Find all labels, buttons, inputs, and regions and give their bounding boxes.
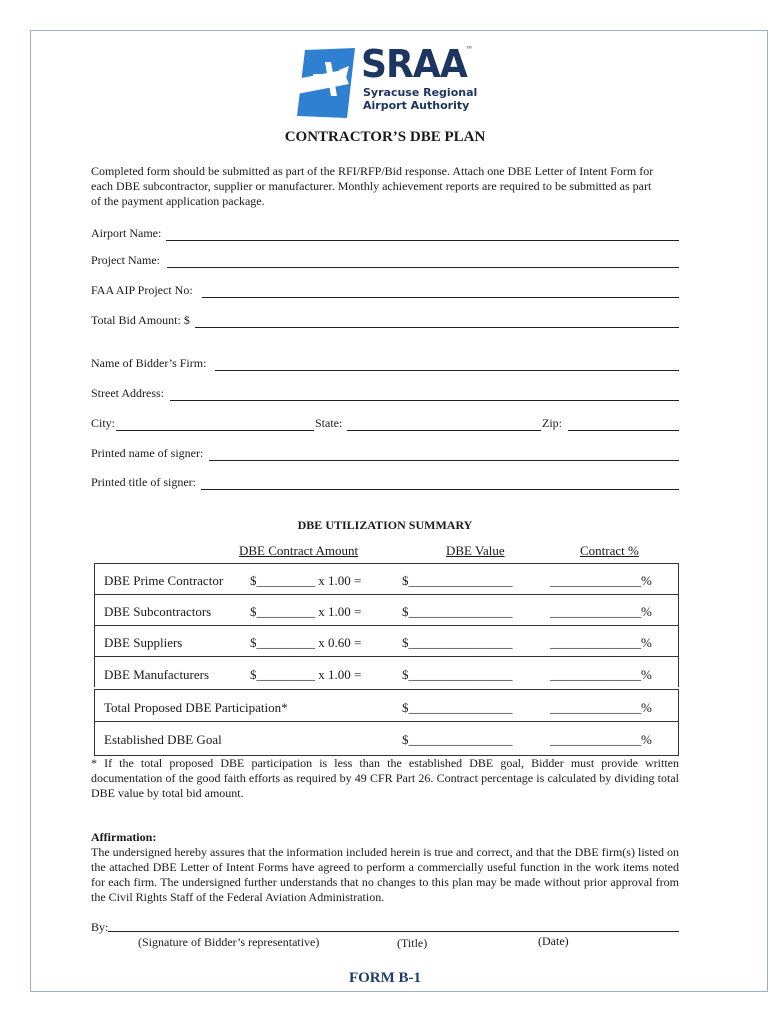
signature-caption: (Signature of Bidder’s representative) (138, 935, 320, 949)
total-bid-amount-label: Total Bid Amount: $ (91, 313, 190, 327)
sraa-logo (291, 44, 481, 120)
faa-project-no-label: FAA AIP Project No: (91, 283, 193, 297)
row-value[interactable]: $________________ (402, 604, 513, 619)
row-label: DBE Prime Contractor (104, 573, 224, 588)
project-name-label: Project Name: (91, 253, 160, 267)
document-title: CONTRACTOR’S DBE PLAN (284, 129, 486, 145)
title-caption: (Title) (397, 936, 428, 950)
trademark: ™ (466, 46, 472, 52)
bidder-firm-label: Name of Bidder’s Firm: (91, 356, 207, 370)
total-bid-amount-field[interactable] (195, 327, 679, 328)
row-percent[interactable]: ______________% (550, 667, 652, 682)
table-row (94, 594, 679, 625)
row-amount[interactable]: $_________ x 1.00 = (250, 667, 362, 682)
printed-title-label: Printed title of signer: (91, 475, 196, 489)
table-row (94, 563, 679, 594)
state-label: State: (315, 416, 343, 430)
table-row (94, 721, 679, 755)
row-value[interactable]: $________________ (402, 573, 513, 588)
header-dbe-value: DBE Value (446, 543, 505, 558)
row-percent[interactable]: ______________% (550, 700, 652, 715)
logo-line-2: Airport Authority (363, 99, 470, 112)
street-address-label: Street Address: (91, 386, 164, 400)
row-amount[interactable]: $_________ x 0.60 = (250, 635, 362, 650)
zip-label: Zip: (542, 416, 562, 430)
project-name-field[interactable] (167, 267, 679, 268)
faa-project-no-field[interactable] (202, 297, 679, 298)
logo-line-1: Syracuse Regional (363, 86, 478, 99)
row-percent[interactable]: ______________% (550, 604, 652, 619)
row-label: DBE Suppliers (104, 635, 183, 650)
header-contract-amount: DBE Contract Amount (239, 543, 359, 558)
zip-field[interactable] (568, 430, 679, 431)
row-percent[interactable]: ______________% (550, 732, 652, 747)
header-contract-percent: Contract % (580, 543, 639, 558)
row-label: DBE Subcontractors (104, 604, 212, 619)
form-id: FORM B-1 (348, 970, 422, 986)
affirmation-text: The undersigned hereby assures that the information included herein is true and correct, and that the DBE firm(s) listed on the attached DBE Letter of Intent Forms have agreed to perform a commercially useful function in the work items noted for each firm. The undersigned further understands that no changes to this plan may be made without prior approval from the Civil Rights Staff of the Federal Aviation Administration. (91, 845, 679, 904)
airport-name-field[interactable] (166, 240, 679, 241)
logo-text: SRAA (361, 42, 467, 86)
affirmation-heading: Affirmation: (91, 830, 157, 844)
by-label: By: (91, 920, 109, 934)
airport-name-label: Airport Name: (91, 226, 162, 240)
row-value[interactable]: $________________ (402, 667, 513, 682)
printed-name-field[interactable] (209, 460, 679, 461)
bidder-firm-field[interactable] (215, 370, 679, 371)
row-value[interactable]: $________________ (402, 635, 513, 650)
table-row (94, 625, 679, 656)
row-amount[interactable]: $_________ x 1.00 = (250, 573, 362, 588)
row-amount[interactable]: $_________ x 1.00 = (250, 604, 362, 619)
row-label: DBE Manufacturers (104, 667, 210, 682)
street-address-field[interactable] (170, 400, 679, 401)
row-label: Established DBE Goal (104, 732, 222, 747)
date-caption: (Date) (538, 934, 569, 948)
summary-footnote: * If the total proposed DBE participation is less than the established DBE goal, Bidder must provide written documentation of the good faith efforts as required by 49 CFR Part 26. Contract percentage is calculated by dividing total DBE value by total bid amount. (91, 756, 679, 800)
summary-title: DBE UTILIZATION SUMMARY (297, 518, 473, 532)
row-value[interactable]: $________________ (402, 700, 513, 715)
table-row (94, 689, 679, 721)
signature-line[interactable] (108, 931, 679, 932)
row-percent[interactable]: ______________% (550, 635, 652, 650)
intro-text: Completed form should be submitted as part of the RFI/RFP/Bid response. Attach one DBE Letter of Intent Form for each DBE subcontractor, supplier or manufacturer. Monthly achievement reports are required to be submitted as part of the payment application package. (91, 164, 654, 208)
state-field[interactable] (347, 430, 541, 431)
table-row (94, 656, 679, 687)
printed-name-label: Printed name of signer: (91, 446, 204, 460)
city-field[interactable] (116, 430, 314, 431)
printed-title-field[interactable] (201, 489, 679, 490)
city-label: City: (91, 416, 116, 430)
row-percent[interactable]: ______________% (550, 573, 652, 588)
row-label: Total Proposed DBE Participation* (104, 700, 288, 715)
row-value[interactable]: $________________ (402, 732, 513, 747)
